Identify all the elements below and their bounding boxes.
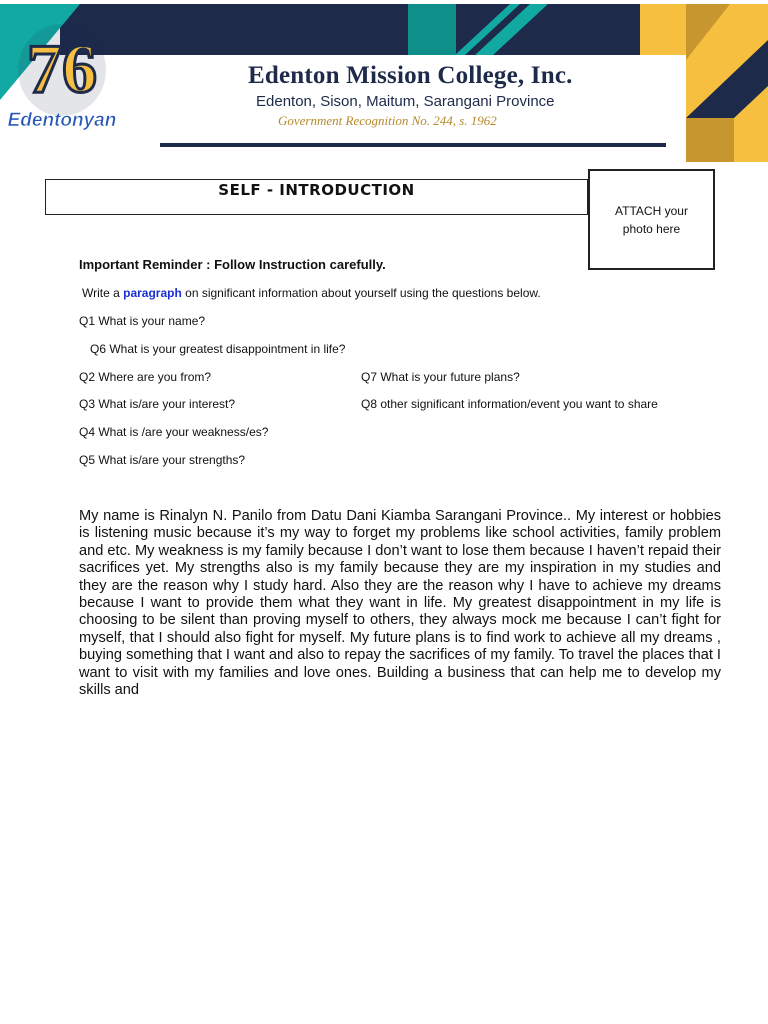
college-address: Edenton, Sison, Maitum, Sarangani Province: [256, 93, 555, 110]
question-4: Q4 What is /are your weakness/es?: [79, 425, 269, 439]
question-7: Q7 What is your future plans?: [361, 370, 520, 384]
question-3: Q3 What is/are your interest?: [79, 397, 236, 411]
form-title: SELF - INTRODUCTION: [218, 181, 415, 199]
important-reminder: Important Reminder : Follow Instruction carefully.: [79, 257, 386, 272]
photo-box-label: ATTACH your photo here: [615, 203, 688, 236]
logo-wordmark: Edentonyan: [7, 110, 117, 131]
form-title-box: [45, 179, 588, 215]
self-introduction-essay: My name is Rinalyn N. Panilo from Datu Dani Kiamba Sarangani Province.. My interest or hobbies is listening music because it’s my way to forget my problems like school activities, family problem and etc. My weakness is my family because I don’t want to lose them because I haven’t repaid their sacrifices yet. My strengths also is my family because they are my inspiration in my studies and they are the reason why I study hard. Also they are the reason why I have to achieve my dreams because I want to provide them what they want in life. My greatest disappointment in my life is choosing to be silent than proving myself to others, they always mock me because I can’t fight for myself, that I should also fight for myself. My future plans is to find work to achieve all my dreams , buying something that I want and also to repay the sacrifices of my family. To travel the places that I want to visit with my families and love ones. Building a business that can help me to develop my skills and: [79, 508, 721, 699]
government-recognition: Government Recognition No. 244, s. 1962: [278, 113, 497, 128]
college-name: Edenton Mission College, Inc.: [248, 62, 573, 89]
question-5: Q5 What is/are your strengths?: [79, 453, 246, 467]
question-8: Q8 other significant information/event you want to share: [361, 397, 658, 411]
instruction-before: Write a: [82, 286, 124, 300]
logo-number: 76: [27, 31, 97, 108]
college-header-banner: [0, 0, 768, 162]
question-6: Q6 What is your greatest disappointment in life?: [90, 342, 346, 356]
instruction-line: [82, 286, 541, 300]
photo-attachment-box[interactable]: [588, 169, 715, 270]
question-1: Q1 What is your name?: [79, 314, 206, 328]
college-logo: [0, 0, 130, 140]
question-2: Q2 Where are you from?: [79, 370, 212, 384]
instruction-after: on significant information about yourself using the questions below.: [181, 286, 541, 300]
instruction-highlight: paragraph: [123, 286, 182, 300]
